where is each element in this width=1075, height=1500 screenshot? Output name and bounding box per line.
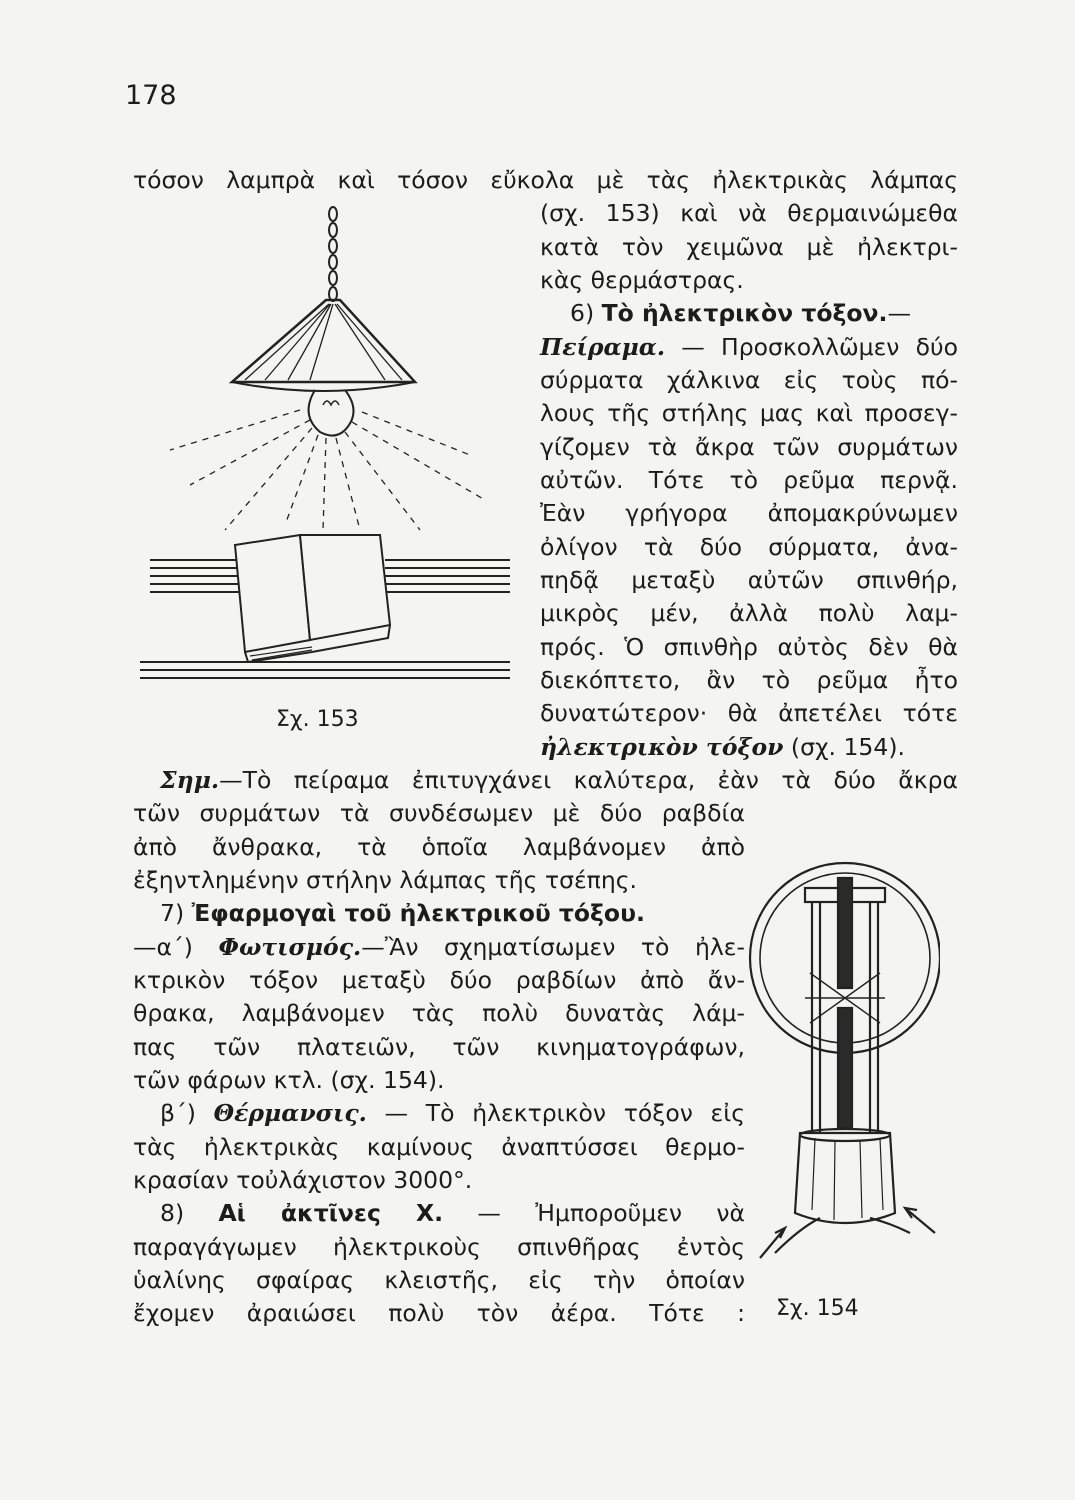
line-segment: Φωτισμός. <box>218 933 362 961</box>
line-segment: Σημ. <box>160 766 220 794</box>
line-segment: ἐξηντλημένην στήλην λάμπας τῆς τσέπης. <box>133 866 637 894</box>
text-line <box>540 398 958 428</box>
text-line <box>540 598 958 628</box>
text-line <box>540 332 958 362</box>
line-segment: — Τὸ ἠλεκτρικὸν τόξον εἰς <box>366 1099 746 1127</box>
text-line <box>133 165 958 195</box>
text-line <box>540 365 958 395</box>
text-line <box>133 965 745 995</box>
line-segment: κὰς θερμάστρας. <box>540 266 744 294</box>
text-line <box>160 1198 745 1228</box>
line-segment: παραγάγωμεν ἠλεκτρικοὺς σπινθῆρας ἐντὸς <box>133 1233 745 1261</box>
line-segment: —Ἂν σχηματίσωμεν τὸ ἠλε- <box>361 933 745 961</box>
line-segment: τόσον λαμπρὰ καὶ τόσον εὔκολα μὲ τὰς ἠλεκτρικὰς λάμπας <box>133 166 958 194</box>
line-segment: τῶν φάρων κτλ. (σχ. 154). <box>133 1066 445 1094</box>
line-segment: δυνατώτερον· θὰ ἀπετέλει τότε <box>540 699 958 727</box>
line-segment: γίζομεν τὰ ἄκρα τῶν συρμάτων <box>540 433 958 461</box>
text-line <box>160 765 958 795</box>
line-segment: 6) <box>570 299 602 327</box>
line-segment: Πείραμα. <box>540 333 666 361</box>
text-line <box>133 1232 745 1262</box>
line-segment: ἠλεκτρικὸν τόξον <box>540 733 784 761</box>
line-segment: τῶν συρμάτων τὰ συνδέσωμεν μὲ δύο ραβδία <box>133 799 745 827</box>
line-segment: σύρματα χάλκινα εἰς τοὺς πό- <box>540 366 958 394</box>
line-segment: — <box>887 299 911 327</box>
line-segment: κτρικὸν τόξον μεταξὺ δύο ραβδίων ἀπὸ ἄν- <box>133 966 745 994</box>
text-line <box>133 1298 745 1328</box>
page-number: 178 <box>125 80 177 111</box>
text-line <box>540 632 958 662</box>
line-segment: ἀπὸ ἄνθρακα, τὰ ὁποῖα λαμβάνομεν ἀπὸ <box>133 833 745 861</box>
line-segment: β΄) <box>160 1099 214 1127</box>
line-segment: λους τῆς στήλης μας καὶ προσεγ- <box>540 399 958 427</box>
text-line <box>570 298 958 328</box>
line-segment: διεκόπτετο, ἂν τὸ ρεῦμα ἦτο <box>540 666 958 694</box>
line-segment: πρός. Ὁ σπινθὴρ αὐτὸς δὲν θὰ <box>540 633 958 661</box>
text-line <box>133 932 745 962</box>
line-segment: Ἐφαρμογαὶ τοῦ ἠλεκτρικοῦ τόξου. <box>191 899 645 927</box>
line-segment: ἔχομεν ἀραιώσει πολὺ τὸν ἀέρα. Τότε : <box>133 1299 745 1327</box>
text-line <box>540 432 958 462</box>
line-segment: κατὰ τὸν χειμῶνα μὲ ἠλεκτρι- <box>540 233 958 261</box>
line-segment: τὰς ἠλεκτρικὰς καμίνους ἀναπτύσσει θερμο- <box>133 1133 745 1161</box>
line-segment: θρακα, λαμβάνομεν τὰς πολὺ δυνατὰς λάμ- <box>133 999 745 1027</box>
figure-154-caption: Σχ. 154 <box>776 1296 859 1321</box>
text-line <box>540 732 910 762</box>
line-segment: αὐτῶν. Τότε τὸ ρεῦμα περνᾷ. <box>540 466 958 494</box>
lamp-and-book-illustration <box>140 200 520 705</box>
line-segment: — Ἠμποροῦμεν νὰ <box>443 1199 746 1227</box>
text-line <box>133 1032 745 1062</box>
text-line <box>540 198 958 228</box>
text-line <box>133 1165 503 1195</box>
line-segment: 8) <box>160 1199 219 1227</box>
line-segment: κρασίαν τοὐλάχιστον 3000°. <box>133 1166 473 1194</box>
line-segment: ὑαλίνης σφαίρας κλειστῆς, εἰς τὴν ὁποίαν <box>133 1266 745 1294</box>
chain-links <box>329 207 337 301</box>
text-line <box>160 1098 745 1128</box>
arc-lamp-illustration <box>740 838 940 1278</box>
line-segment: (σχ. 153) καὶ νὰ θερμαινώμεθα <box>540 199 958 227</box>
figure-153-caption: Σχ. 153 <box>276 707 359 732</box>
line-segment: Θέρμανσις. <box>213 1099 367 1127</box>
text-line <box>540 498 958 528</box>
text-line <box>133 832 745 862</box>
line-segment: —α΄) <box>133 933 219 961</box>
text-line <box>133 1065 473 1095</box>
line-segment: —Τὸ πείραμα ἐπιτυγχάνει καλύτερα, ἐὰν τὰ δύο ἄκρα <box>219 766 958 794</box>
text-line <box>133 998 745 1028</box>
line-segment: πας τῶν πλατειῶν, τῶν κινηματογράφων, <box>133 1033 745 1061</box>
text-line <box>133 1265 745 1295</box>
line-segment: μικρὸς μέν, ἀλλὰ πολὺ λαμ- <box>540 599 958 627</box>
text-line <box>540 265 790 295</box>
text-line <box>133 1132 745 1162</box>
text-line <box>540 565 958 595</box>
line-segment: ὀλίγον τὰ δύο σύρματα, ἀνα- <box>540 533 958 561</box>
text-line <box>540 232 958 262</box>
line-segment: Ἐὰν γρήγορα ἀπομακρύνωμεν <box>540 499 958 527</box>
text-line <box>133 798 745 828</box>
text-line <box>540 698 958 728</box>
line-segment: (σχ. 154). <box>783 733 905 761</box>
text-line <box>133 865 745 895</box>
text-line <box>540 465 958 495</box>
line-segment: Τὸ ἠλεκτρικὸν τόξον. <box>601 299 888 327</box>
text-line <box>540 665 958 695</box>
text-line <box>160 898 745 928</box>
line-segment: Αἱ ἀκτῖνες Χ. <box>218 1199 444 1227</box>
line-segment: πηδᾷ μεταξὺ αὐτῶν σπινθήρ, <box>540 566 958 594</box>
line-segment: 7) <box>160 899 192 927</box>
line-segment: — Προσκολλῶμεν δύο <box>665 333 958 361</box>
text-line <box>540 532 958 562</box>
